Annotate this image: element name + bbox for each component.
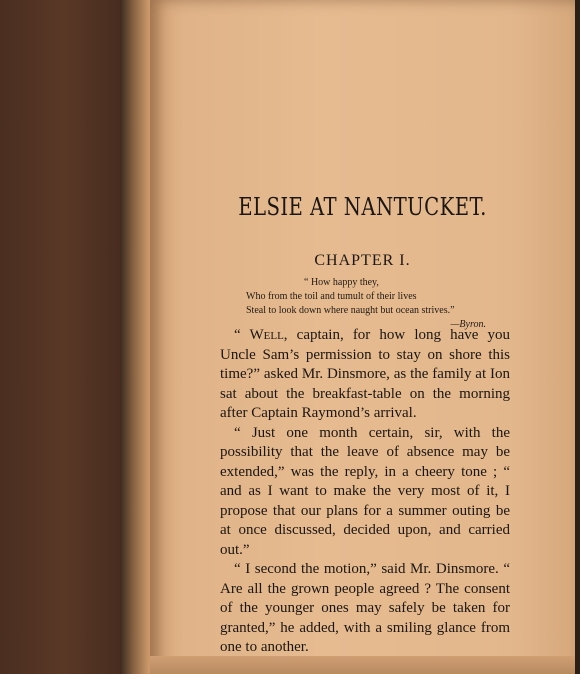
epigraph-line: Who from the toil and tumult of their lives: [246, 291, 417, 302]
epigraph-line: Steal to look down where naught but ocean strives.”: [246, 305, 455, 316]
chapter-body: [220, 326, 510, 658]
page-bottom-edge: [150, 656, 575, 674]
paragraph: [220, 560, 510, 658]
epigraph: [246, 276, 486, 332]
chapter-heading: CHAPTER I.: [314, 252, 411, 269]
book-title: ELSIE AT NANTUCKET.: [238, 193, 487, 221]
cover-right-edge: [575, 0, 580, 674]
paragraph: [220, 424, 510, 561]
paragraph-lead: “ Well,: [234, 327, 288, 343]
paragraph-text: “ Just one month certain, sir, with the possibility that the leave of absence may be extended,” was the reply, in a cheery tone ; “ and as I want to make the very most of it, I propose that our plans for a summer outing be at once discussed, decided upon, and carried out.”: [220, 424, 510, 558]
epigraph-line: “ How happy they,: [304, 277, 379, 288]
paragraph-text: “ I second the motion,” said Mr. Dinsmore. “ Are all the grown people agreed ? The consent of the younger ones may safely be taken for granted,” he added, with a smiling glance from one to another.: [220, 561, 510, 655]
epigraph-attribution: —Byron.: [450, 319, 486, 330]
paragraph-text: captain, for how long have you Uncle Sam’s permission to stay on shore this time?” asked Mr. Dinsmore, as the family at Ion sat about the breakfast-table on the morning after Captain Raymond’s arrival.: [220, 327, 511, 421]
paragraph: [220, 326, 510, 424]
